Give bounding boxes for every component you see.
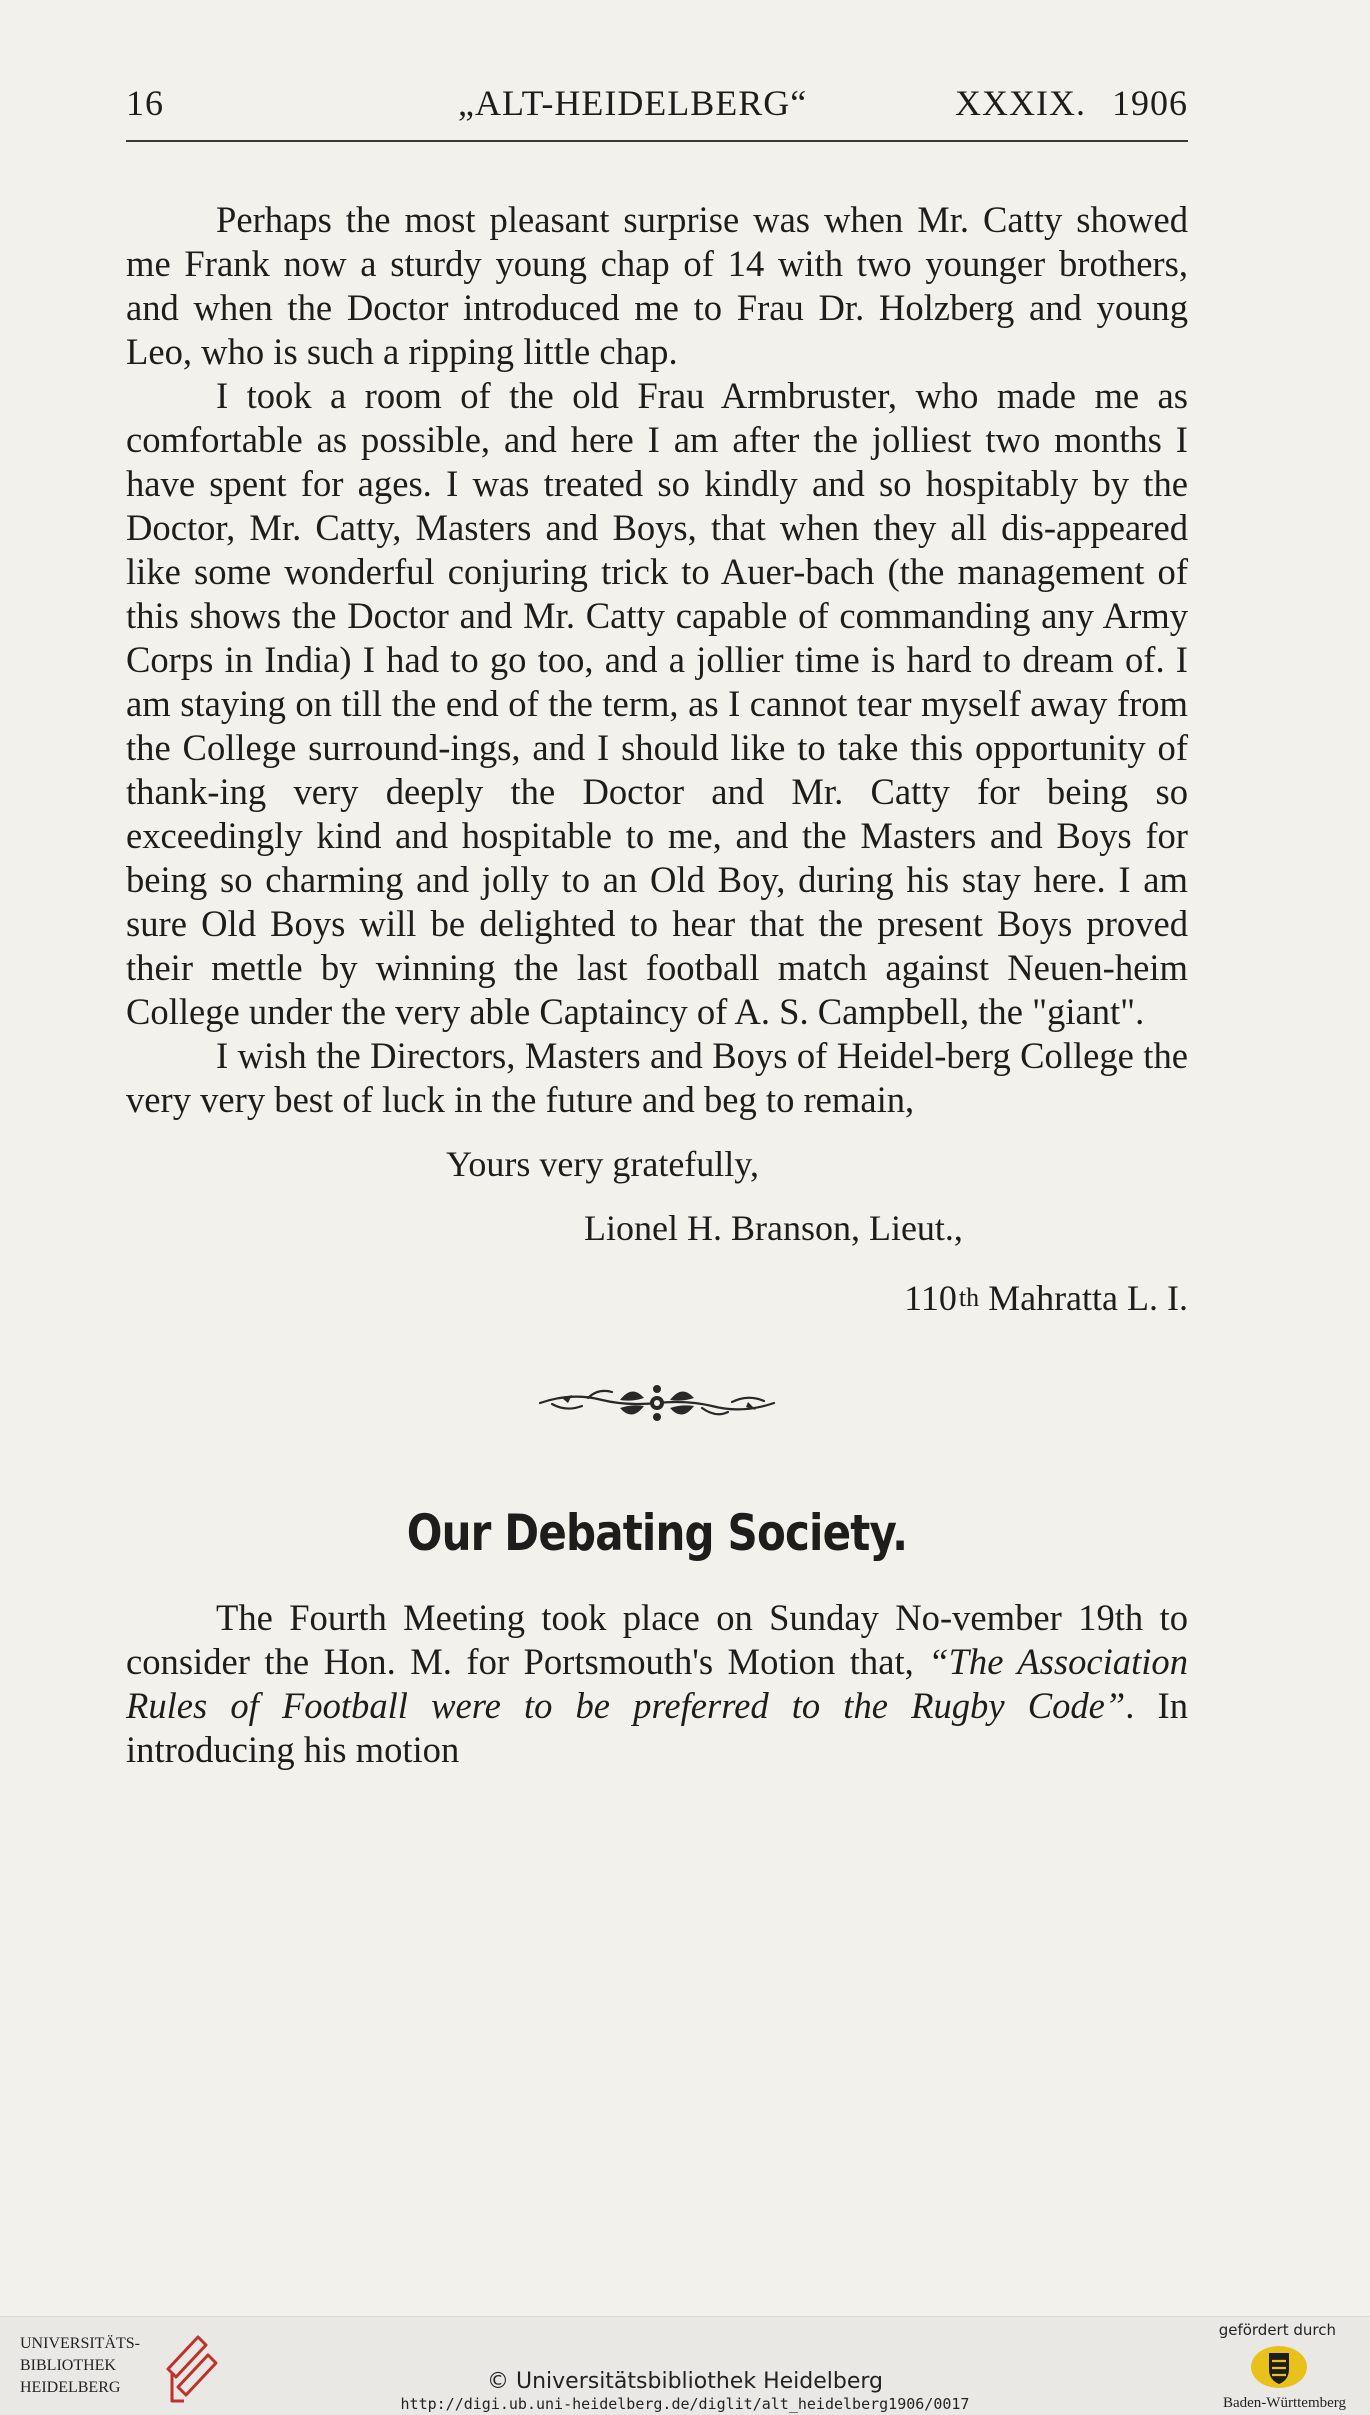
library-name-line-1: UNIVERSITÄTS-	[20, 2335, 140, 2352]
funder-name: Baden-Württemberg	[1222, 2395, 1346, 2411]
motion-title: “The Association Rules of Football were to be preferred to the Rugby Code”	[126, 1641, 1188, 1726]
library-name-line-3: HEIDELBERG	[20, 2379, 121, 2396]
source-url[interactable]: http://digi.ub.uni-heidelberg.de/diglit/alt_heidelberg1906/0017	[400, 2395, 970, 2413]
volume-year: XXXIX. 1906	[955, 83, 1188, 123]
funded-by-label: gefördert durch	[1218, 2321, 1336, 2339]
closing-line: Yours very gratefully,	[446, 1144, 759, 1184]
section-paragraph	[126, 1596, 1188, 1772]
page-number: 16	[126, 83, 164, 123]
letter-paragraph-2: I took a room of the old Frau Armbruster, who made me as comfortable as possible, and here I am after the jolliest two months I have spent for ages. I was treated so kindly and so hospitably by the Doctor, Mr. Catty, Masters and Boys, that when they all dis-appeared like some wonderful conjuring trick to Auer-bach (the management of this shows the Doctor and Mr. Catty capable of commanding any Army Corps in India) I had to go too, and a jollier time is hard to dream of. I am staying on till the end of the term, as I cannot tear myself away from the College surround-ings, and I should like to take this opportunity of thank-ing very deeply the Doctor and Mr. Catty for being so exceedingly kind and hospitable to me, and the Masters and Boys for being so charming and jolly to an Old Boy, during his stay here. I am sure Old Boys will be delighted to hear that the present Boys proved their mettle by winning the last football match against Neuen-heim College under the very able Captaincy of A. S. Campbell, the "giant".	[126, 375, 1188, 1032]
letter-signoff	[126, 1142, 1188, 1320]
regiment-name: Mahratta L. I.	[988, 1278, 1188, 1318]
copyright-notice: © Universitätsbibliothek Heidelberg	[486, 2369, 883, 2394]
floral-vignette-icon	[532, 1376, 782, 1430]
header-rule	[126, 140, 1188, 142]
section-text-after: . In introducing his motion	[126, 1685, 1188, 1770]
regiment-suffix: th	[958, 1283, 980, 1312]
digitization-footer	[0, 2316, 1370, 2415]
regiment-line	[126, 1276, 1188, 1320]
letter-paragraph-1: Perhaps the most pleasant surprise was when Mr. Catty showed me Frank now a sturdy young chap of 14 with two younger brothers, and when the Doctor introduced me to Frau Dr. Holzberg and young Leo, who is such a ripping little chap.	[126, 199, 1188, 372]
letter-body	[126, 198, 1188, 1122]
running-header	[126, 82, 1188, 134]
journal-title: „ALT-HEIDELBERG“	[458, 83, 808, 123]
section-body	[126, 1596, 1188, 1772]
regiment-number: 110	[904, 1278, 957, 1318]
baden-wuerttemberg-crest-icon	[1248, 2343, 1310, 2391]
letter-paragraph-3: I wish the Directors, Masters and Boys of Heidel-berg College the very very best of luck in the future and beg to remain,	[126, 1035, 1188, 1120]
section-text-before: The Fourth Meeting took place on Sunday No-vember 19th to consider the Hon. M. for Portsmouth's Motion that,	[126, 1597, 1188, 1682]
signature-line: Lionel H. Branson, Lieut.,	[584, 1208, 963, 1248]
library-name-line-2: BIBLIOTHEK	[20, 2357, 116, 2374]
scanned-page	[126, 82, 1188, 1772]
section-heading: Our Debating Society.	[406, 1504, 908, 1562]
